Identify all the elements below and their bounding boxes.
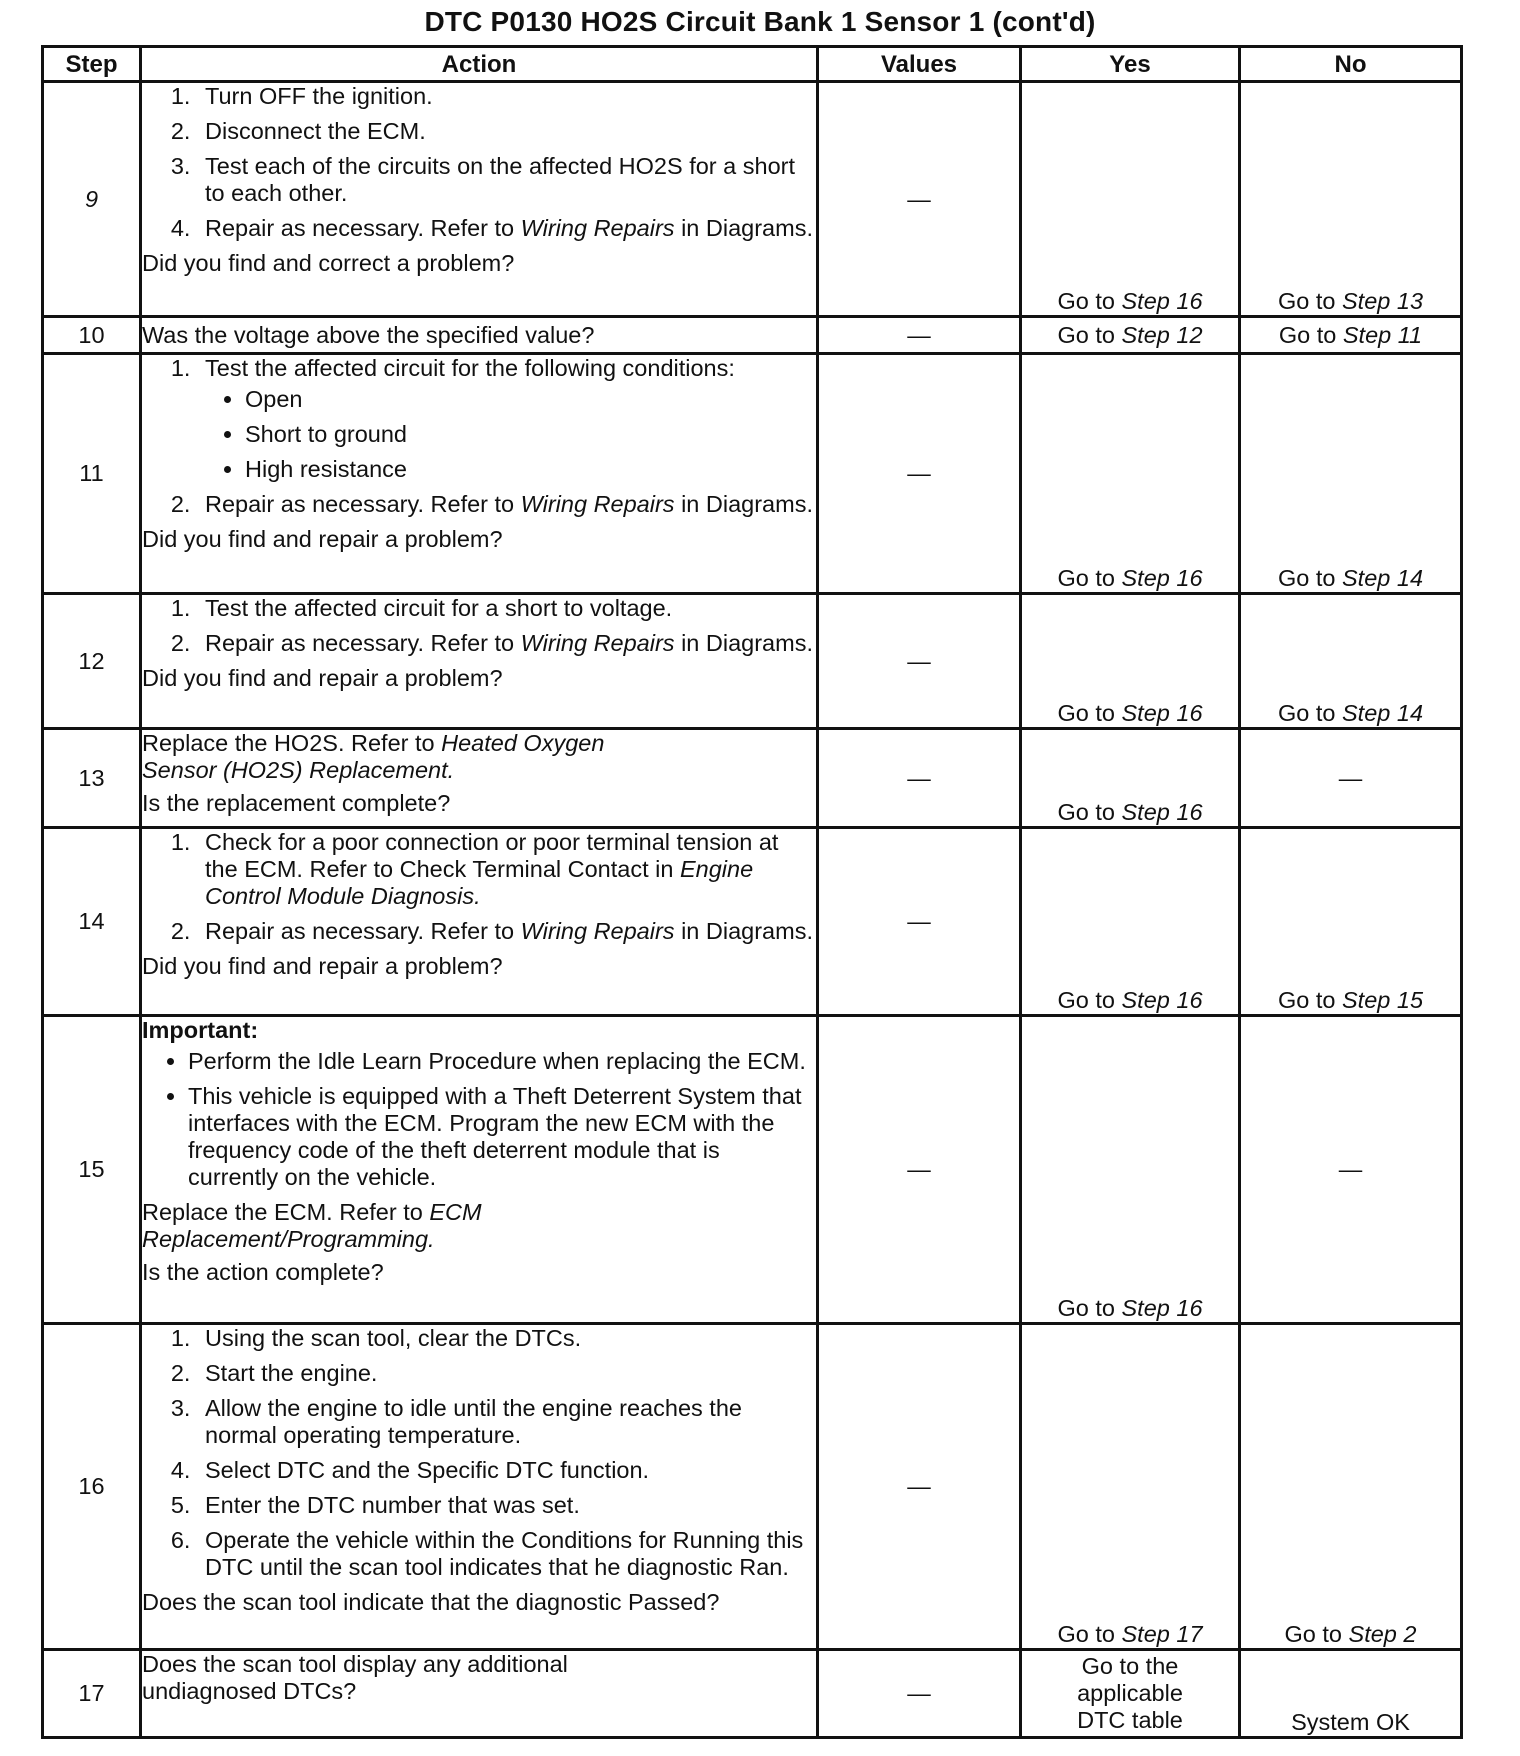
yes-text: Go to [1057,288,1122,314]
table-row [43,729,1462,828]
text: Repair as necessary. Refer to [205,918,521,944]
table-row [43,1016,1462,1324]
yes-step-ref: Step 16 [1121,987,1203,1013]
yes-text: Go to [1057,1621,1122,1647]
step-number: 10 [43,317,141,354]
action-step: 2. Start the engine. [197,1360,816,1387]
reference-title: Wiring Repairs [520,491,675,517]
values-cell: — [818,729,1021,828]
action-step [197,918,816,945]
no-cell: — [1240,1016,1462,1324]
values-cell: — [818,1324,1021,1650]
step-number: 17 [43,1650,141,1738]
values-cell: — [818,828,1021,1016]
reference-title: Wiring Repairs [520,215,675,241]
no-cell [1240,1324,1462,1650]
table-row [43,828,1462,1016]
action-step: 5. Enter the DTC number that was set. [197,1492,816,1519]
action-steps [142,829,816,945]
no-step-ref: Step 14 [1342,565,1424,591]
action-cell [141,1650,818,1738]
action-cell [141,729,818,828]
text: in Diagrams. [674,491,813,517]
no-cell [1240,594,1462,729]
no-cell [1240,82,1462,317]
action-question: Is the replacement complete? [142,790,451,816]
yes-cell [1021,1324,1240,1650]
step-number: 12 [43,594,141,729]
no-text: Go to [1278,321,1343,348]
no-text: Go to [1277,700,1342,726]
yes-cell [1021,828,1240,1016]
action-step [197,355,816,483]
action-step [197,630,816,657]
yes-text: Go to the applicable DTC table [1077,1653,1183,1733]
action-question: Is the action complete? [142,1259,384,1285]
yes-step-ref: Step 16 [1121,1295,1203,1321]
text: Replace the ECM. Refer to [142,1199,430,1225]
text: Test the affected circuit for the following conditions: [205,355,735,381]
action-question: Does the scan tool display any additional undiagnosed DTCs? [142,1651,568,1704]
action-step [197,829,816,910]
table-header-row [43,47,1462,82]
action-step [197,215,816,242]
text: Check for a poor connection or poor terminal tension at the ECM. Refer to Check Terminal Contact in [205,829,779,882]
important-label: Important: [142,1017,259,1043]
action-step: 3. Test each of the circuits on the affected HO2S for a short to each other. [197,153,816,207]
list-item: • Perform the Idle Learn Procedure when replacing the ECM. [188,1048,816,1075]
action-steps [142,595,816,657]
table-row [43,82,1462,317]
yes-cell [1021,729,1240,828]
action-cell [141,354,818,594]
action-step: 6. Operate the vehicle within the Conditions for Running this DTC until the scan tool indicates that he diagnostic Ran. [197,1527,816,1581]
step-number: 13 [43,729,141,828]
no-step-ref: Step 2 [1348,1621,1417,1647]
header-values: Values [818,47,1021,82]
no-cell: System OK [1240,1650,1462,1738]
action-cell [141,82,818,317]
action-question: Did you find and repair a problem? [142,953,503,979]
action-step: 1. Turn OFF the ignition. [197,83,816,110]
yes-cell [1021,1016,1240,1324]
no-cell: — [1240,729,1462,828]
action-cell [141,1016,818,1324]
text: Repair as necessary. Refer to [205,215,521,241]
header-action: Action [141,47,818,82]
header-step: Step [43,47,141,82]
list-item: • Short to ground [245,421,816,448]
action-step: 2. Disconnect the ECM. [197,118,816,145]
yes-step-ref: Step 12 [1121,321,1203,348]
yes-cell [1021,82,1240,317]
no-cell [1240,828,1462,1016]
text: in Diagrams. [674,918,813,944]
table-row [43,317,1462,354]
step-number: 16 [43,1324,141,1650]
action-steps [142,1325,816,1581]
table-row [43,1650,1462,1738]
yes-cell [1021,317,1240,354]
no-step-ref: Step 15 [1342,987,1424,1013]
action-cell [141,828,818,1016]
no-text: Go to [1277,565,1342,591]
action-question: Was the voltage above the specified value? [142,321,595,348]
text: in Diagrams. [674,215,813,241]
reference-title: Heated Oxygen Sensor (HO2S) Replacement. [142,730,605,783]
values-cell: — [818,82,1021,317]
action-cell [141,1324,818,1650]
action-step: 3. Allow the engine to idle until the engine reaches the normal operating temperature. [197,1395,816,1449]
header-yes: Yes [1021,47,1240,82]
text: Repair as necessary. Refer to [205,491,521,517]
text: Replace the HO2S. Refer to [142,730,442,756]
values-cell: — [818,1650,1021,1738]
header-no: No [1240,47,1462,82]
yes-text: Go to [1057,321,1122,348]
action-steps [142,83,816,242]
values-cell: — [818,1016,1021,1324]
reference-title: Wiring Repairs [520,918,675,944]
yes-text: Go to [1057,987,1122,1013]
action-text [142,730,662,784]
yes-text: Go to [1057,700,1122,726]
table-row [43,1324,1462,1650]
no-step-ref: Step 11 [1342,321,1423,348]
no-text: Go to [1284,1621,1349,1647]
action-text [142,1199,562,1253]
values-cell: — [818,317,1021,354]
yes-text: Go to [1057,1295,1122,1321]
list-item: • Open [245,386,816,413]
values-cell: — [818,594,1021,729]
no-cell [1240,354,1462,594]
yes-step-ref: Step 16 [1121,565,1203,591]
condition-list [205,386,816,483]
action-step: 1. Test the affected circuit for a short to voltage. [197,595,816,622]
action-step: 4. Select DTC and the Specific DTC function. [197,1457,816,1484]
action-cell [141,317,818,354]
yes-step-ref: Step 17 [1121,1621,1203,1647]
values-cell: — [818,354,1021,594]
step-number: 11 [43,354,141,594]
yes-text: Go to [1057,565,1122,591]
yes-cell [1021,1650,1240,1738]
reference-title: Engine Control Module Diagnosis. [205,856,754,909]
yes-text: Go to [1057,799,1122,825]
no-step-ref: Step 14 [1342,700,1424,726]
action-cell [141,594,818,729]
yes-cell [1021,354,1240,594]
reference-title: Wiring Repairs [520,630,675,656]
list-item: • This vehicle is equipped with a Theft Deterrent System that interfaces with the ECM. Program the new ECM with the frequency code of the theft deterrent module that is currently on the vehicle. [188,1083,816,1191]
action-question: Does the scan tool indicate that the diagnostic Passed? [142,1589,720,1615]
action-step: 1. Using the scan tool, clear the DTCs. [197,1325,816,1352]
table-row [43,594,1462,729]
dtc-table [41,45,1463,1739]
action-step [197,491,816,518]
no-cell [1240,317,1462,354]
page-title: DTC P0130 HO2S Circuit Bank 1 Sensor 1 (cont'd) [424,6,1096,37]
reference-title: ECM Replacement/Programming. [142,1199,482,1252]
no-step-ref: Step 13 [1342,288,1424,314]
yes-cell [1021,594,1240,729]
step-number: 14 [43,828,141,1016]
action-question: Did you find and repair a problem? [142,526,503,552]
list-item: • High resistance [245,456,816,483]
important-notes [142,1048,816,1191]
action-question: Did you find and correct a problem? [142,250,515,276]
text: in Diagrams. [674,630,813,656]
yes-step-ref: Step 16 [1121,799,1203,825]
text: Repair as necessary. Refer to [205,630,521,656]
yes-step-ref: Step 16 [1121,288,1203,314]
action-steps [142,355,816,518]
no-text: Go to [1277,288,1342,314]
yes-step-ref: Step 16 [1121,700,1203,726]
step-number: 9 [43,82,141,317]
no-text: Go to [1277,987,1342,1013]
step-number: 15 [43,1016,141,1324]
table-row [43,354,1462,594]
action-question: Did you find and repair a problem? [142,665,503,691]
